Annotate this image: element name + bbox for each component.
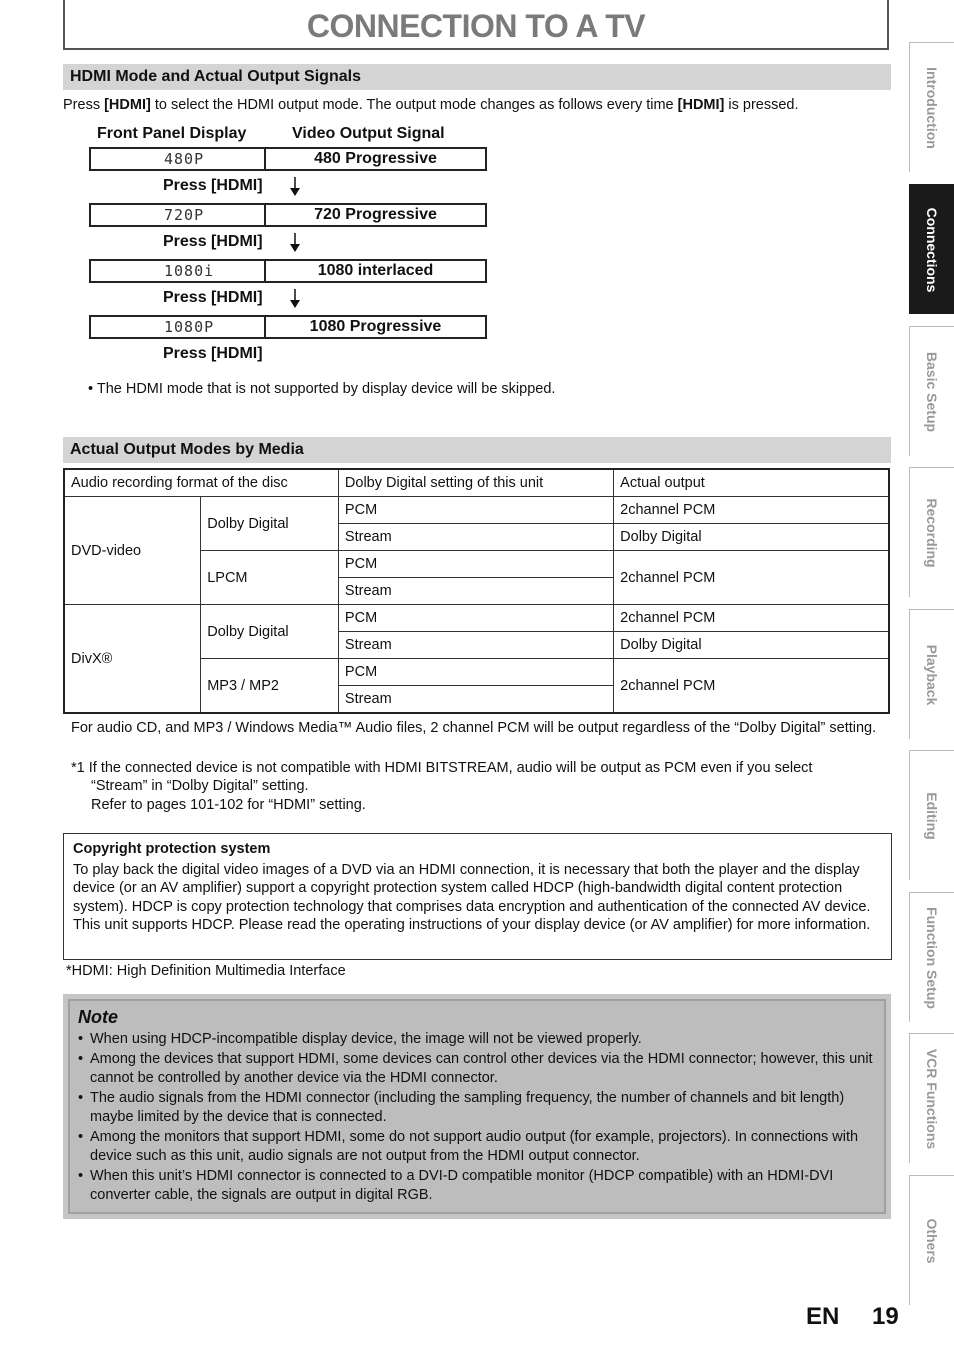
side-tab-label: Editing [924, 791, 940, 840]
side-tab-others[interactable] [909, 1175, 954, 1305]
side-tab-introduction[interactable] [909, 42, 954, 172]
skip-note: • The HDMI mode that is not supported by display device will be skipped. [88, 381, 556, 397]
down-arrow-icon [288, 289, 302, 309]
side-tab-function-setup[interactable] [909, 892, 954, 1022]
footer-lang: EN [806, 1303, 840, 1330]
setting-cell: PCM [338, 551, 613, 578]
note-item: • Among the monitors that support HDMI, some do not support audio output (for example, projectors). In connections with device such as this unit, audio signals are not output from the HDMI output connector. [78, 1128, 876, 1166]
intro-after: is pressed. [724, 97, 799, 113]
output-cell: Dolby Digital [614, 632, 889, 659]
signal-label: 1080 interlaced [317, 262, 434, 279]
setting-cell: PCM [338, 659, 613, 686]
format-cell: LPCM [201, 551, 339, 605]
copyright-box [63, 833, 892, 960]
signal-label: 720 Progressive [314, 206, 437, 223]
section-heading-hdmi-mode: HDMI Mode and Actual Output Signals [63, 64, 891, 90]
intro-middle: to select the HDMI output mode. The output mode changes as follows every time [150, 97, 678, 113]
output-cell: 2channel PCM [614, 551, 889, 605]
lcd-display: 480P [91, 149, 266, 169]
page-number: 19 [872, 1303, 899, 1330]
mode-row-720p [89, 203, 487, 227]
section-heading-output-modes: Actual Output Modes by Media [63, 437, 891, 463]
header-cell: Dolby Digital setting of this unit [338, 469, 613, 497]
setting-cell: Stream [338, 578, 613, 605]
footnote-1: *1 If the connected device is not compatible with HDMI BITSTREAM, audio will be output as PCM even if you select [71, 760, 813, 776]
side-tab-playback[interactable] [909, 609, 954, 739]
setting-cell: Stream [338, 632, 613, 659]
side-tab-label: VCR Functions [924, 1048, 940, 1149]
side-tab-editing[interactable] [909, 750, 954, 880]
mode-row-1080i [89, 259, 487, 283]
copyright-heading: Copyright protection system [73, 841, 271, 857]
side-tab-label: Introduction [924, 66, 940, 149]
page-title: CONNECTION TO A TV [306, 8, 646, 44]
intro-before: Press [63, 97, 105, 113]
header-cell: Audio recording format of the disc [64, 469, 338, 497]
press-hdmi-label: Press [HDMI] [163, 177, 263, 194]
side-tab-label: Recording [924, 497, 940, 568]
lcd-display: 720P [91, 205, 266, 225]
format-cell: MP3 / MP2 [201, 659, 339, 714]
hdmi-definition: *HDMI: High Definition Multimedia Interface [66, 963, 346, 979]
format-cell: Dolby Digital [201, 605, 339, 659]
table-row [64, 497, 889, 524]
col-head-front-panel: Front Panel Display [97, 125, 247, 142]
output-cell: Dolby Digital [614, 524, 889, 551]
table-row [64, 605, 889, 632]
side-tab-recording[interactable] [909, 467, 954, 597]
note-item: • Among the devices that support HDMI, some devices can control other devices via the HDMI connector; however, this unit cannot be controlled by another device via the HDMI connector. [78, 1050, 876, 1088]
media-cell: DVD-video [64, 497, 201, 605]
note-item: • When this unit’s HDMI connector is connected to a DVI-D compatible monitor (HDCP compatible) with an HDMI-DVI converter cable, the signals are output in digital RGB. [78, 1167, 876, 1205]
footnote-1-ref: Refer to pages 101-102 for “HDMI” setting. [91, 797, 366, 813]
note-list [78, 1030, 876, 1205]
copyright-text: To play back the digital video images of a DVD via an HDMI connection, it is necessary that both the player and the display device (or an AV amplifier) support a copyright protection system called HDCP (high-bandwidth digital content protection system). HDCP is copy protection technology that comprises data encryption and authentication of the connected AV device. This unit supports HDCP. Please read the operating instructions of your display device (or AV amplifier) for more information. [73, 861, 871, 933]
mode-row-480p [89, 147, 487, 171]
note-box [63, 994, 891, 1219]
setting-cell: Stream [338, 524, 613, 551]
col-head-video-output: Video Output Signal [292, 125, 445, 142]
press-hdmi-label: Press [HDMI] [163, 289, 263, 306]
signal-label: 1080 Progressive [309, 318, 442, 335]
press-hdmi-label: Press [HDMI] [163, 345, 263, 362]
footnote-1-cont: “Stream” in “Dolby Digital” setting. [91, 778, 309, 794]
setting-cell: PCM [338, 605, 613, 632]
intro-key2: [HDMI] [677, 97, 725, 113]
intro-key1: [HDMI] [104, 97, 151, 113]
note-inner [68, 999, 886, 1214]
side-tab-connections[interactable] [909, 184, 954, 314]
side-tab-label: Connections [924, 207, 940, 292]
note-item: • When using HDCP-incompatible display device, the image will not be viewed properly. [78, 1030, 876, 1049]
hdmi-intro-text [63, 97, 893, 113]
side-tab-label: Others [924, 1217, 940, 1264]
audio-cd-note: For audio CD, and MP3 / Windows Media™ Audio files, 2 channel PCM will be output regardless of the “Dolby Digital” setting. [71, 720, 877, 736]
lcd-display: 1080P [91, 317, 266, 337]
output-cell: 2channel PCM [614, 497, 889, 524]
format-cell: Dolby Digital [201, 497, 339, 551]
mode-row-1080p [89, 315, 487, 339]
media-cell: DivX® [64, 605, 201, 714]
output-modes-table [63, 468, 890, 714]
down-arrow-icon [288, 233, 302, 253]
output-cell: 2channel PCM [614, 659, 889, 714]
setting-cell: Stream [338, 686, 613, 714]
header-cell: Actual output [614, 469, 889, 497]
table-header-row [64, 469, 889, 497]
note-item: • The audio signals from the HDMI connector (including the sampling frequency, the number of channels and bit length) maybe limited by the device that is connected. [78, 1089, 876, 1127]
side-tab-label: Function Setup [924, 906, 940, 1009]
setting-cell: PCM [338, 497, 613, 524]
note-title: Note [78, 1007, 118, 1027]
down-arrow-icon [288, 177, 302, 197]
output-cell: 2channel PCM [614, 605, 889, 632]
side-tab-basic-setup[interactable] [909, 326, 954, 456]
title-frame [63, 0, 889, 50]
lcd-display: 1080i [91, 261, 266, 281]
side-tab-vcr-functions[interactable] [909, 1033, 954, 1163]
side-tab-label: Basic Setup [924, 351, 940, 432]
press-hdmi-label: Press [HDMI] [163, 233, 263, 250]
signal-label: 480 Progressive [314, 150, 437, 167]
side-tab-label: Playback [924, 644, 940, 705]
